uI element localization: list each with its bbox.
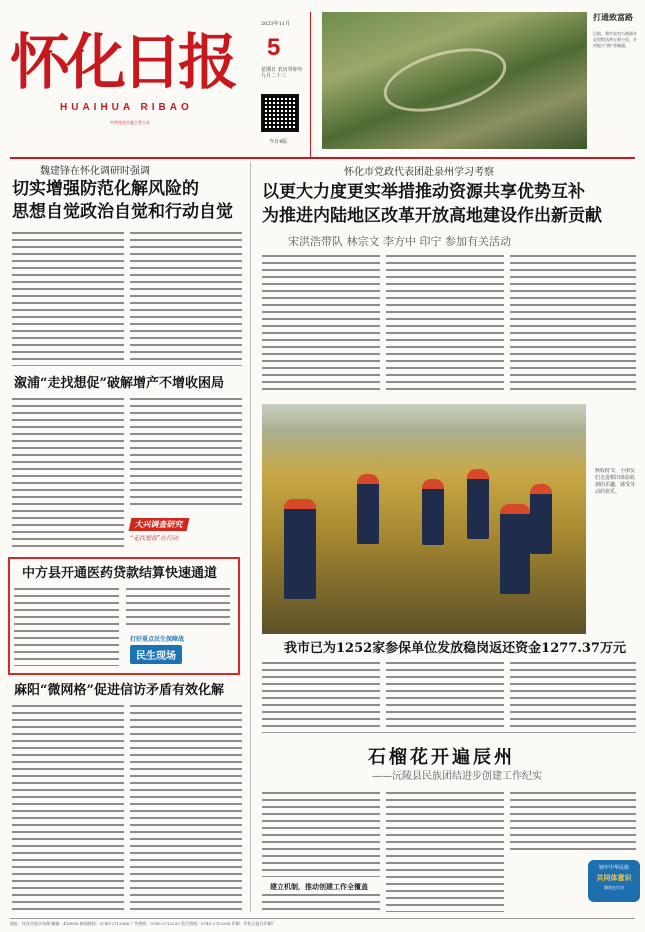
center-top-kicker: 怀化市党政代表团赴泉州学习考察 bbox=[344, 167, 494, 178]
center-top-body-col3 bbox=[510, 255, 636, 395]
top-photo-caption bbox=[593, 12, 638, 149]
center-mid-headline: 我市已为1252家参保单位发放稳岗返还资金1277.37万元 bbox=[284, 641, 626, 656]
masthead-sponsor: 中共怀化市委主管主办 bbox=[110, 120, 150, 125]
survey-badge-label: 大兴调查研究 bbox=[129, 518, 190, 531]
survey-badge bbox=[130, 512, 230, 542]
minsheng-badge-top: 打好重点民生保障战 bbox=[130, 636, 185, 643]
center-bottom-body-col1b bbox=[262, 894, 380, 912]
boxed-body-col2 bbox=[126, 588, 230, 630]
masthead-pinyin: HUAIHUA RIBAO bbox=[60, 102, 193, 113]
harvest-photo bbox=[262, 404, 586, 634]
divider bbox=[262, 732, 636, 733]
left-bottom-body-col2 bbox=[130, 705, 242, 910]
center-bottom-inline-head: 建立机制，推动创建工作全覆盖 bbox=[270, 882, 368, 891]
date-line: 2023年11月 bbox=[261, 21, 291, 27]
center-bottom-subtitle: ——沅陵县民族团结进步创建工作纪实 bbox=[372, 771, 542, 782]
ethnic-unity-badge-top: 铸牢中华民族 bbox=[598, 865, 629, 871]
date-day: 5 bbox=[267, 34, 281, 61]
center-top-headline-2: 为推进内陆地区改革开放高地建设作出新贡献 bbox=[262, 206, 602, 226]
road-photo bbox=[322, 12, 587, 149]
qr-code-icon bbox=[261, 94, 299, 132]
divider bbox=[12, 365, 242, 366]
left-top-headline-1: 切实增强防范化解风险的 bbox=[12, 179, 199, 199]
left-bottom-headline: 麻阳“微网格”促进信访矛盾有效化解 bbox=[14, 683, 224, 698]
top-photo-caption-text: 目前，我市农村公路通车总里程达两万余公里，乡村振兴“路”更畅通。 bbox=[593, 31, 637, 48]
issue-pages: 今日4版 bbox=[269, 139, 288, 145]
boxed-body-col1 bbox=[14, 588, 119, 666]
center-mid-body-col1 bbox=[262, 662, 380, 727]
left-top-body-col2 bbox=[130, 232, 242, 360]
left-top-body-col1 bbox=[12, 232, 124, 360]
date-box bbox=[255, 12, 311, 157]
center-bottom-body-col1 bbox=[262, 792, 380, 877]
top-photo-caption-title: 打通致富路 bbox=[593, 12, 633, 22]
ethnic-unity-badge-main: 共同体意识 bbox=[596, 873, 632, 882]
left-top-headline-2: 思想自觉政治自觉和行动自觉 bbox=[12, 202, 233, 222]
left-mid-body-col1 bbox=[12, 398, 124, 548]
masthead-rule bbox=[10, 157, 635, 159]
left-top-kicker: 魏建锋在怀化调研时强调 bbox=[40, 166, 150, 177]
minsheng-badge bbox=[130, 634, 228, 664]
minsheng-badge-label: 民生现场 bbox=[130, 645, 182, 664]
center-mid-body-col3 bbox=[510, 662, 636, 727]
boxed-headline: 中方县开通医药贷款结算快速通道 bbox=[22, 566, 218, 581]
center-mid-body-col2 bbox=[386, 662, 504, 727]
center-top-headline-1: 以更大力度更实举措推动资源共享优势互补 bbox=[262, 182, 585, 202]
masthead-title: 怀化日报 bbox=[10, 28, 234, 98]
center-top-subtitle: 宋洪浩带队 林宗文 李方中 印宁 参加有关活动 bbox=[288, 235, 511, 248]
left-mid-headline: 溆浦“走找想促”破解增产不增收困局 bbox=[14, 376, 224, 391]
harvest-caption: 秋收时节，小朋友们走进稻田体验收割的乐趣，感受劳动的快乐。 bbox=[595, 468, 636, 495]
survey-badge-sub: “走找想促”在行动 bbox=[130, 535, 179, 542]
footer: 地址：怀化市迎丰东路 邮编：418000 新闻热线：0745-2713386 广告热线：0745-2712235 发行热线：0745-2713288 印刷：怀化日报社印刷厂 bbox=[10, 918, 635, 927]
left-mid-body-col2 bbox=[130, 398, 242, 506]
center-top-body-col2 bbox=[386, 255, 504, 395]
center-bottom-headline: 石榴花开遍辰州 bbox=[368, 747, 515, 768]
column-divider bbox=[250, 162, 251, 912]
center-top-body-col1 bbox=[262, 255, 380, 395]
center-bottom-body-col2 bbox=[386, 792, 504, 912]
center-bottom-body-col3 bbox=[510, 792, 636, 854]
left-bottom-body-col1 bbox=[12, 705, 124, 910]
ethnic-unity-badge bbox=[588, 860, 640, 902]
ethnic-unity-badge-bottom: 湖南在行动 bbox=[604, 885, 624, 890]
date-weekday: 星期日 农历癸卯年九月二十三 bbox=[261, 67, 303, 79]
